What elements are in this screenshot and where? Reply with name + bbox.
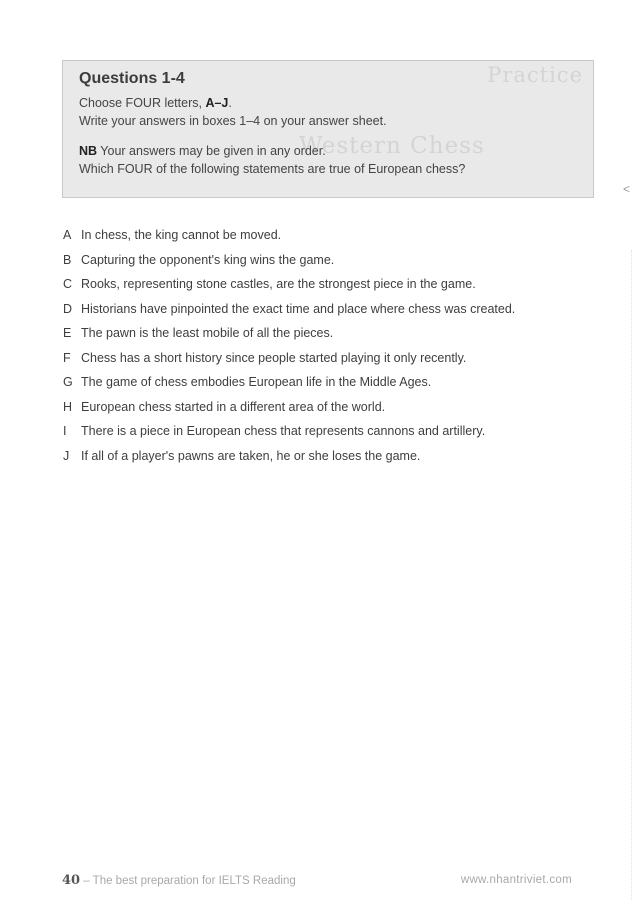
nb-text: Your answers may be given in any order.: [97, 144, 326, 158]
answer-sheet-instruction: Write your answers in boxes 1–4 on your answer sheet.: [79, 114, 387, 128]
option-text: The game of chess embodies European life in the Middle Ages.: [81, 375, 432, 389]
option-letter: G: [63, 375, 73, 389]
option-b: [63, 253, 583, 278]
option-letter: J: [63, 448, 70, 463]
option-g: [63, 375, 583, 400]
instructions-box: [62, 60, 594, 198]
option-letter: B: [63, 252, 72, 267]
option-text: The pawn is the least mobile of all the pieces.: [81, 326, 334, 340]
nb-note: [79, 142, 593, 160]
option-text: Chess has a short history since people started playing it only recently.: [81, 350, 467, 365]
question-prompt: Which FOUR of the following statements are true of European chess?: [79, 162, 466, 176]
letter-range: A–J: [205, 96, 229, 110]
option-text: Historians have pinpointed the exact time and place where chess was created.: [81, 301, 516, 316]
option-text: European chess started in a different area of the world.: [81, 399, 386, 414]
option-j: [63, 449, 583, 474]
choose-instruction: [79, 94, 593, 112]
footer-website: www.nhantriviet.com: [460, 874, 572, 886]
option-e: [63, 326, 583, 351]
option-text: If all of a player's pawns are taken, he or she loses the game.: [81, 448, 421, 463]
option-text: Rooks, representing stone castles, are the strongest piece in the game.: [81, 277, 476, 291]
option-a: [63, 228, 583, 253]
questions-title: Questions 1-4: [79, 70, 185, 87]
option-letter: H: [63, 399, 73, 414]
option-letter: E: [63, 326, 72, 340]
option-f: [63, 351, 583, 376]
page-edge-dots: [631, 250, 634, 900]
choose-text-end: .: [228, 96, 232, 110]
option-letter: F: [63, 350, 71, 365]
page-number: 40: [62, 873, 81, 888]
option-c: [63, 277, 583, 302]
option-text: Capturing the opponent's king wins the game.: [81, 252, 335, 267]
option-h: [63, 400, 583, 425]
background-western-chess-text: Western Chess: [299, 133, 485, 159]
option-letter: C: [63, 277, 73, 291]
option-text: In chess, the king cannot be moved.: [81, 228, 282, 242]
option-letter: I: [63, 424, 67, 438]
footer-tagline: – The best preparation for IELTS Reading: [80, 875, 296, 887]
nb-label: NB: [79, 144, 98, 158]
option-letter: D: [63, 301, 73, 316]
page-footer: [62, 873, 572, 888]
choose-text: Choose FOUR letters,: [79, 96, 206, 110]
option-d: [63, 302, 583, 327]
option-letter: A: [63, 228, 72, 242]
option-text: There is a piece in European chess that represents cannons and artillery.: [81, 424, 486, 438]
option-i: [63, 424, 583, 449]
side-margin-mark: <: [622, 182, 630, 196]
options-list: [63, 228, 583, 473]
background-practice-text: Practice: [487, 63, 583, 87]
